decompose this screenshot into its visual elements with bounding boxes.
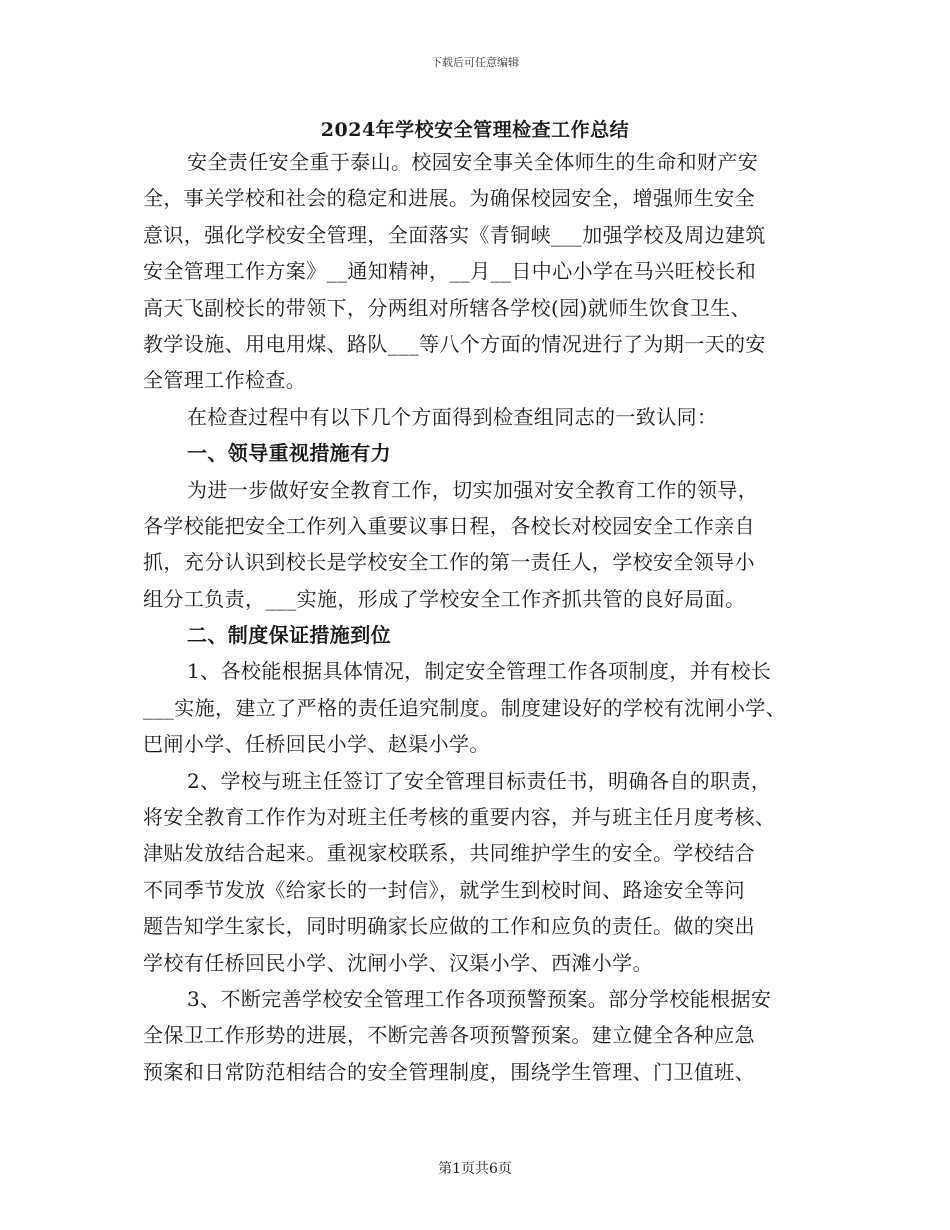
- text-line: 不同季节发放《给家长的一封信》，就学生到校时间、路途安全等问: [143, 877, 745, 902]
- document-title: 2024年学校安全管理检查工作总结: [320, 119, 630, 141]
- document-body: [143, 144, 815, 1090]
- text-line: 组分工负责，___实施，形成了学校安全工作齐抓共管的良好局面。: [143, 586, 746, 611]
- text-line: 巴闸小学、任桥回民小学、赵渠小学。: [143, 732, 490, 757]
- text-line: 意识，强化学校安全管理，全面落实《青铜峡___加强学校及周边建筑: [143, 222, 766, 247]
- text-line: 各学校能把安全工作列入重要议事日程，各校长对校园安全工作亲自: [143, 513, 755, 538]
- text-line: 在检查过程中有以下几个方面得到检查组同志的一致认同：: [187, 404, 718, 429]
- section-heading: 一、领导重视措施有力: [187, 441, 391, 466]
- header-note: 下载后可任意编辑: [431, 56, 519, 69]
- text-line: 全保卫工作形势的进展，不断完善各项预警预案。建立健全各种应急: [143, 1023, 755, 1048]
- text-line: 学校有任桥回民小学、沈闸小学、汉渠小学、西滩小学。: [143, 950, 653, 975]
- text-line: 3、不断完善学校安全管理工作各项预警预案。部分学校能根据安: [187, 986, 772, 1011]
- text-line: ___实施，建立了严格的责任追究制度。制度建设好的学校有沈闸小学、: [143, 695, 787, 720]
- text-line: 题告知学生家长，同时明确家长应做的工作和应负的责任。做的突出: [143, 914, 755, 939]
- text-line: 为进一步做好安全教育工作，切实加强对安全教育工作的领导，: [187, 477, 759, 502]
- text-line: 高天飞副校长的带领下，分两组对所辖各学校(园)就师生饮食卫生、: [143, 295, 752, 320]
- text-line: 抓，充分认识到校长是学校安全工作的第一责任人，学校安全领导小: [143, 550, 755, 575]
- text-line: 全，事关学校和社会的稳定和进展。为确保校园安全，增强师生安全: [143, 186, 755, 211]
- section-heading: 二、制度保证措施到位: [187, 623, 391, 648]
- text-line: 2、学校与班主任签订了安全管理目标责任书，明确各自的职责，: [187, 768, 772, 793]
- text-line: 将安全教育工作作为对班主任考核的重要内容，并与班主任月度考核、: [143, 805, 776, 830]
- text-line: 安全责任安全重于泰山。校园安全事关全体师生的生命和财产安: [187, 150, 759, 174]
- text-line: 津贴发放结合起来。重视家校联系，共同维护学生的安全。学校结合: [143, 841, 755, 866]
- text-line: 预案和日常防范相结合的安全管理制度，围绕学生管理、门卫值班、: [143, 1059, 755, 1084]
- page-footer: 第1页共6页: [438, 1161, 512, 1177]
- text-line: 安全管理工作方案》__通知精神，__月__日中心小学在马兴旺校长和: [143, 259, 757, 284]
- text-line: 教学设施、用电用煤、路队___等八个方面的情况进行了为期一天的安: [143, 331, 766, 356]
- text-line: 1、各校能根据具体情况，制定安全管理工作各项制度，并有校长: [187, 659, 772, 684]
- text-line: 全管理工作检查。: [143, 368, 307, 393]
